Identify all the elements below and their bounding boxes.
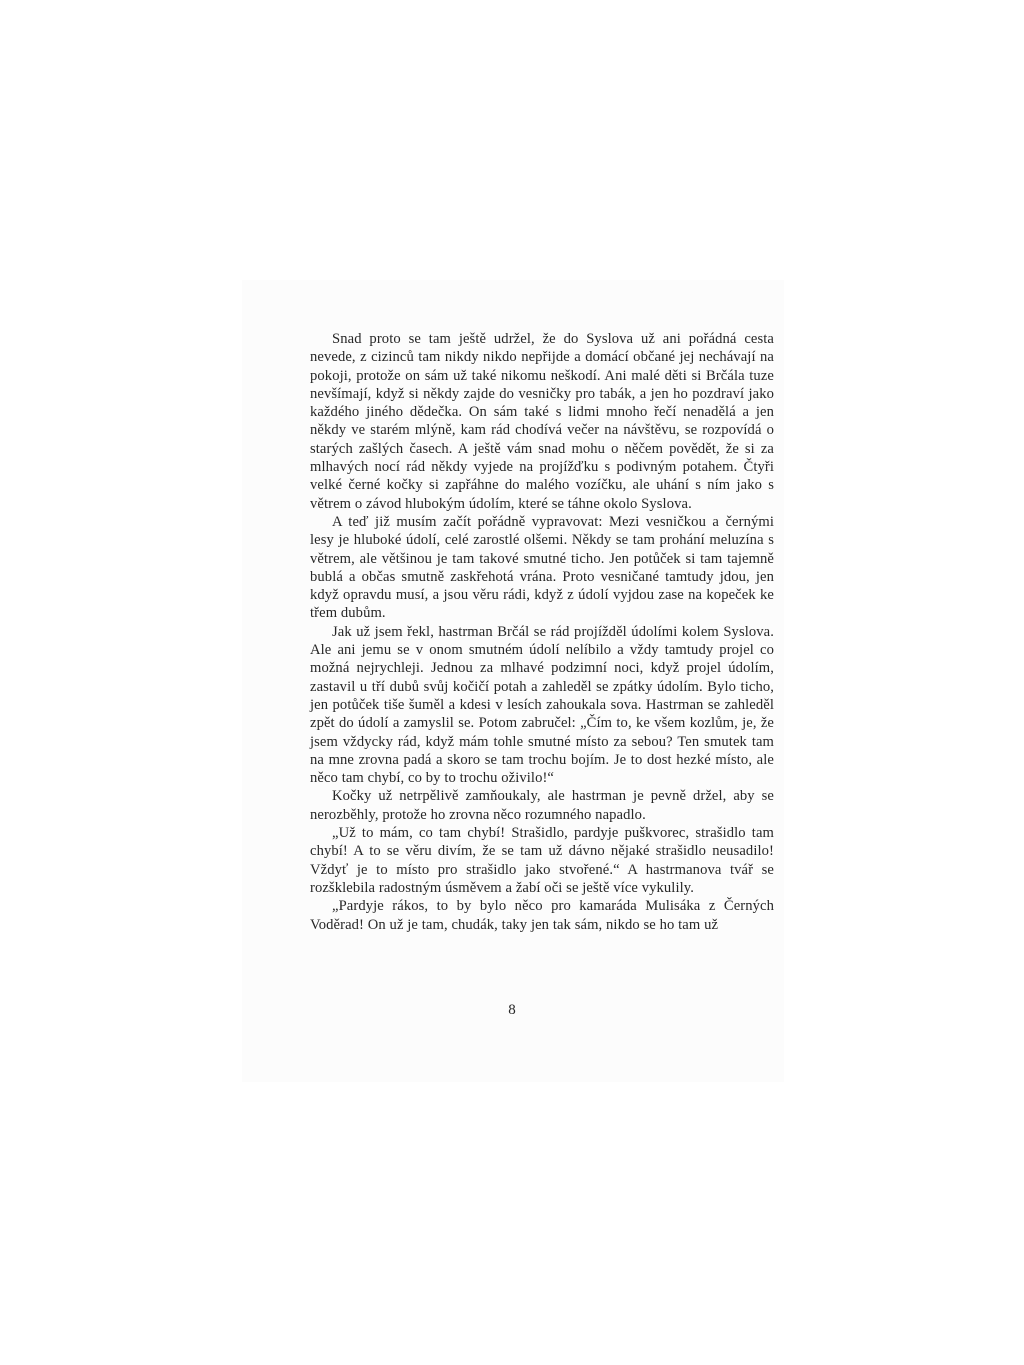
paragraph: Jak už jsem řekl, hastrman Brčál se rád projížděl údolími kolem Syslova. Ale ani jemu se v onom smutném údolí nelíbilo a vždy tamtudy projel co možná nejrychleji. Jednou za mlhavé podzimní noci, když projel údolím, zastavil u tří dubů svůj kočičí potah a zahleděl se zpátky údolím. Bylo ticho, jen potůček tiše šuměl a kdesi v lesích zahoukala sova. Hastrman se zahleděl zpět do údolí a zamyslil se. Potom zabručel: „Čím to, ke všem kozlům, je, že jsem vždycky rád, když mám tohle smutné místo za sebou? Ten smutek tam na mne zrovna padá a skoro se tam trochu bojím. Je to dost hezké místo, ale něco tam chybí, co by to trochu oživilo!“ [310,623,774,787]
paragraph: A teď již musím začít pořádně vypravovat: Mezi vesničkou a černými lesy je hluboké údolí, celé zarostlé olšemi. Někdy se tam prohání meluzína s větrem, ale většinou je tam takové smutné ticho. Jen potůček si tam tajemně bublá a občas smutně zaskřehotá vrána. Proto vesničané tamtudy jdou, jen když opravdu musí, a jsou věru rádi, když z údolí vyjdou zase na kopeček ke třem dubům. [310,513,774,622]
body-text [310,330,774,934]
paragraph: Kočky už netrpělivě zamňoukaly, ale hastrman je pevně držel, aby se nerozběhly, protože ho zrovna něco rozumného napadlo. [310,788,774,823]
paragraph: „Už to mám, co tam chybí! Strašidlo, pardyje puškvorec, strašidlo tam chybí! A to se věru divím, že se tam už dávno nějaké strašidlo neusadilo! Vždyť je to místo pro strašidlo jako stvořené.“ A hastrmanova tvář se rozšklebila radostným úsměvem a žabí oči se ještě více vykulily. [310,825,774,896]
paragraph: „Pardyje rákos, to by bylo něco pro kamaráda Mulisáka z Černých Voděrad! On už je tam, chudák, taky jen tak sám, nikdo se ho tam už [310,898,774,933]
page-number: 8 [508,1002,516,1018]
paragraph: Snad proto se tam ještě udržel, že do Syslova už ani pořádná cesta nevede, z cizinců tam nikdy nikdo nepřijde a domácí občané jej nechávají na pokoji, protože on sám už také nikomu neškodí. Ani malé děti si Brčála tuze nevšímají, když si někdy zajde do vesničky pro tabák, a jen ho pozdraví jako každého jiného dědečka. On sám také s lidmi mnoho řečí nenadělá a jen někdy ve starém mlýně, kam rád chodívá večer na návštěvu, se rozpovídá o starých zašlých časech. A ještě vám snad mohu o něčem povědět, že si za mlhavých nocí rád někdy vyjede na projížďku s podivným potahem. Čtyři velké černé kočky si zapřáhne do malého vozíčku, ale uhání s ním jako s větrem o závod hlubokým údolím, které se táhne okolo Syslova. [310,331,774,512]
